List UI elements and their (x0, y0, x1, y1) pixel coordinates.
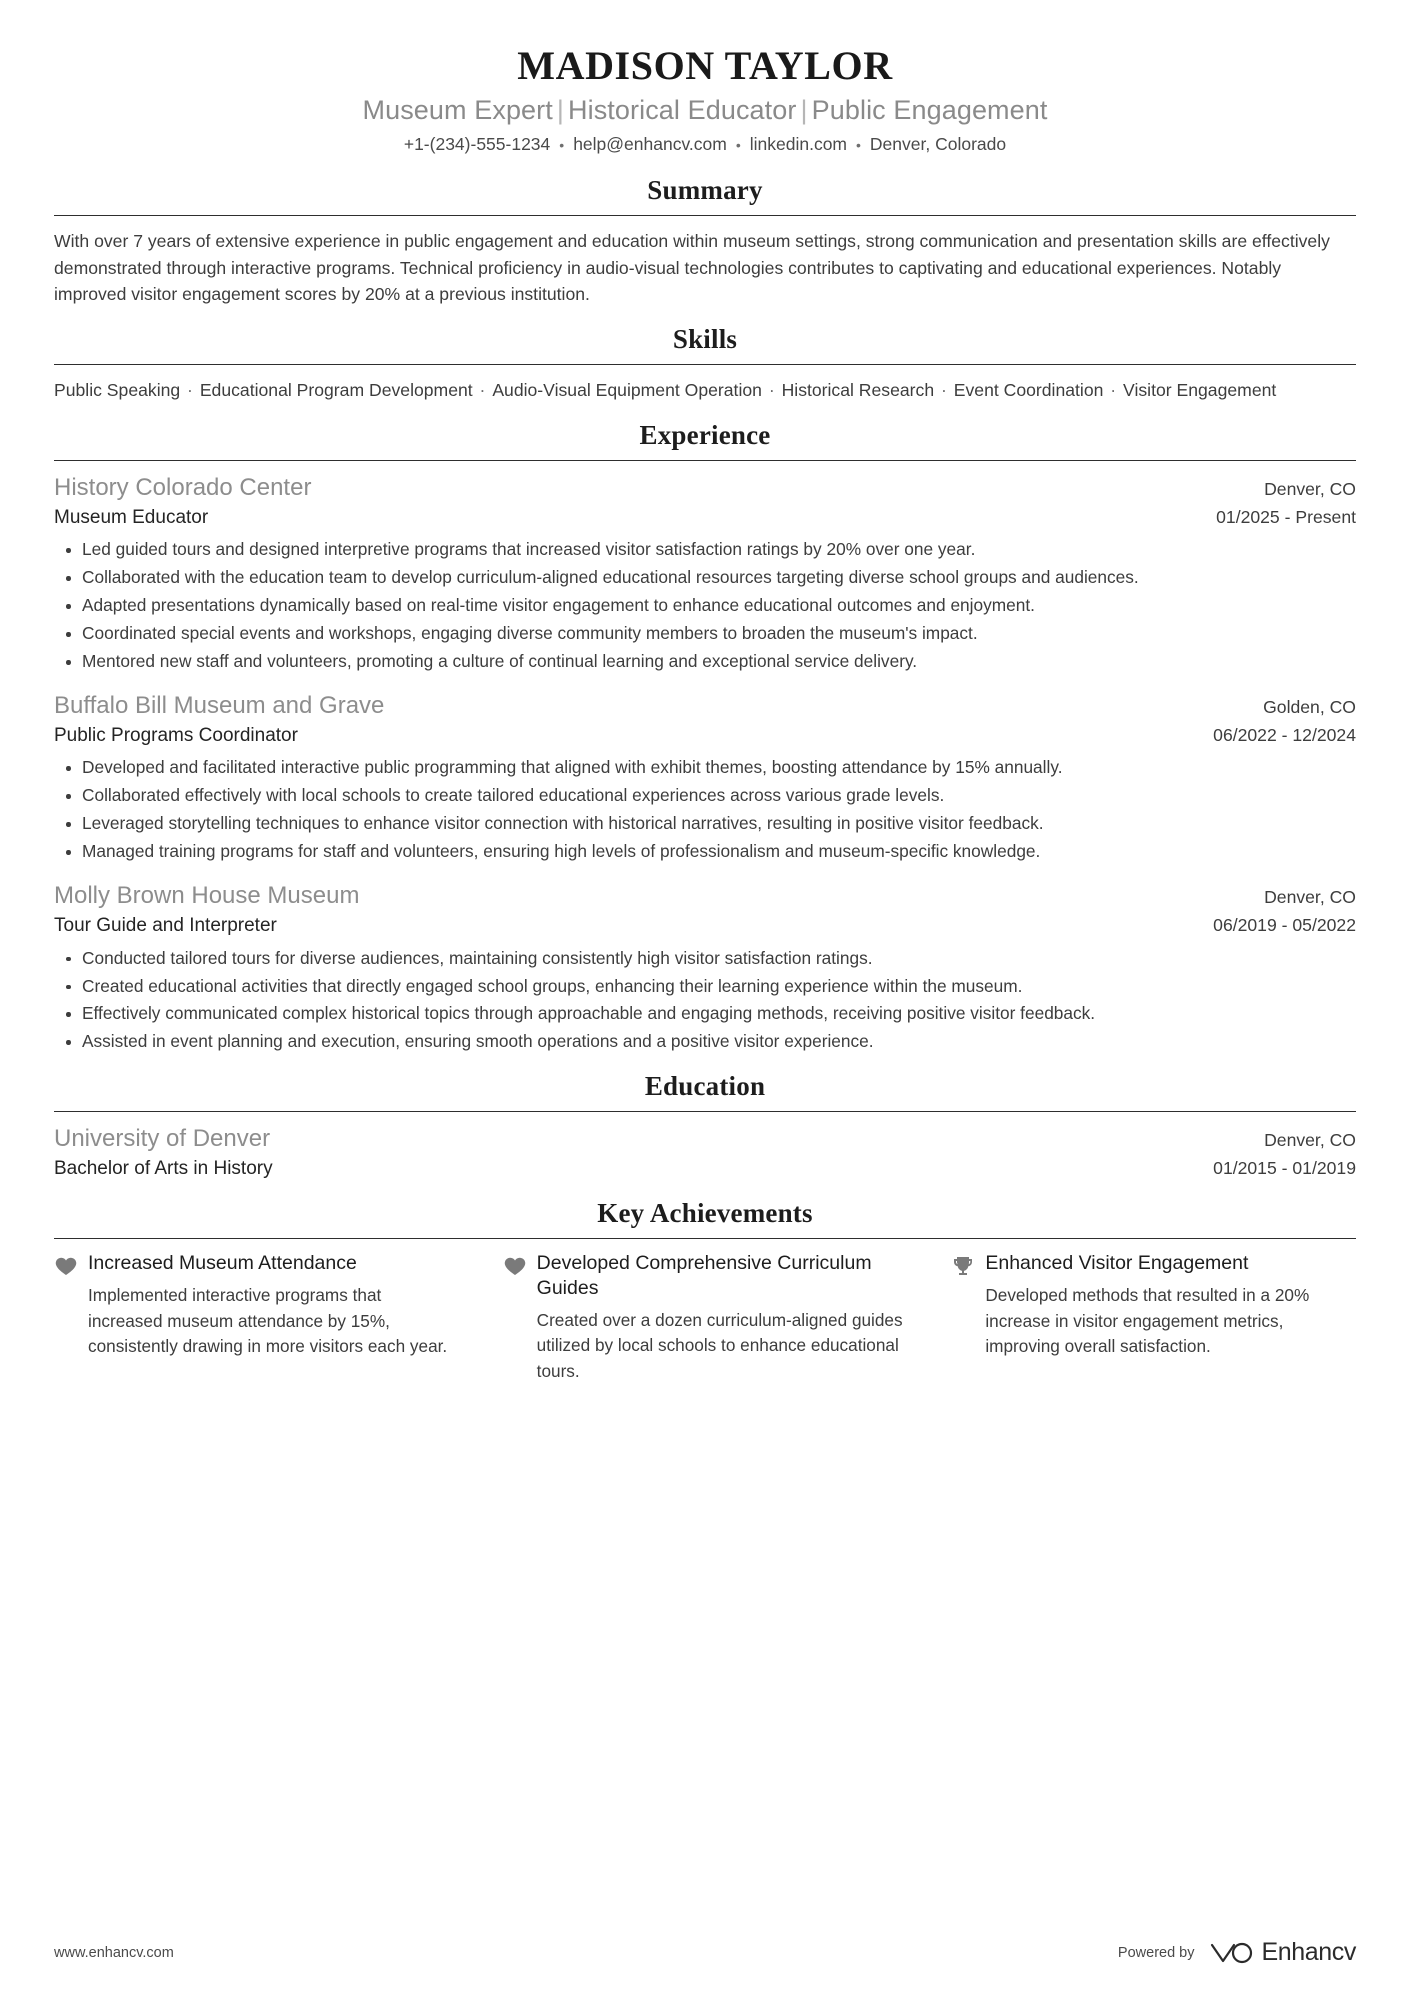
contact-separator-icon: • (735, 137, 741, 154)
entry-role-row (54, 504, 1356, 531)
entry-role: Bachelor of Arts in History (54, 1158, 273, 1180)
achievement-description: Developed methods that resulted in a 20% increase in visitor engagement metrics, improving overall satisfaction. (985, 1284, 1310, 1357)
section-title-skills: Skills (672, 324, 738, 355)
footer-branding (1118, 1938, 1356, 1967)
entry-bullet: Created educational activities that directly engaged school groups, enhancing their learning experience within the museum. (80, 974, 1356, 1000)
entry-location: Golden, CO (1263, 697, 1356, 718)
skill-separator: · (763, 380, 780, 401)
heart-icon (503, 1254, 527, 1278)
skill-separator: · (182, 380, 198, 401)
section-skills (54, 324, 1356, 404)
section-divider (54, 460, 1356, 461)
skill-item: Event Coordination (953, 380, 1104, 401)
achievement-title: Enhanced Visitor Engagement (985, 1251, 1249, 1274)
section-divider (54, 215, 1356, 216)
summary-text: With over 7 years of extensive experience in public engagement and education within museum settings, strong communication and presentation skills are effectively demonstrated through interactive programs. Technical proficiency in audio-visual technologies contributes to captivating and educational experiences. Notably improved visitor engagement scores by 20% at a previous institution. (54, 231, 1330, 305)
section-divider (54, 1111, 1356, 1112)
page-footer (54, 1938, 1356, 1967)
section-summary (54, 175, 1356, 308)
heart-icon (54, 1254, 78, 1278)
entry-location: Denver, CO (1264, 887, 1356, 908)
entry-org-row (54, 881, 1356, 912)
entry-org-row (54, 473, 1356, 504)
achievement-title: Increased Museum Attendance (88, 1251, 357, 1274)
contact-line (54, 134, 1356, 155)
achievement-card (503, 1251, 908, 1385)
skill-item: Educational Program Development (199, 380, 473, 401)
entry-location: Denver, CO (1264, 1130, 1356, 1151)
experience-entries (54, 473, 1356, 1055)
entry-organization: History Colorado Center (54, 473, 312, 501)
achievement-cards (54, 1251, 1356, 1385)
entry-bullet: Managed training programs for staff and volunteers, ensuring high levels of professionalism and museum-specific knowledge. (80, 839, 1356, 865)
contact-linkedin[interactable]: linkedin.com (749, 134, 848, 154)
skill-separator: · (936, 380, 952, 401)
entry-bullet: Adapted presentations dynamically based on real-time visitor engagement to enhance educational outcomes and enjoyment. (80, 593, 1356, 619)
page-title: MADISON TAYLOR (517, 43, 893, 88)
enhancv-mark-icon (1209, 1940, 1255, 1966)
entry-bullet: Conducted tailored tours for diverse audiences, maintaining consistently high visitor satisfaction ratings. (80, 946, 1356, 972)
skill-separator: · (474, 380, 491, 401)
section-divider (54, 1238, 1356, 1239)
section-divider (54, 364, 1356, 365)
resume-entry (54, 881, 1356, 1055)
entry-dates: 01/2015 - 01/2019 (1213, 1158, 1356, 1179)
section-title-summary: Summary (647, 175, 763, 205)
entry-role-row (54, 722, 1356, 749)
entry-bullet: Leveraged storytelling techniques to enhance visitor connection with historical narratives, resulting in positive visitor feedback. (80, 811, 1356, 837)
achievement-header (951, 1251, 1356, 1276)
entry-organization: Molly Brown House Museum (54, 882, 360, 910)
entry-role: Museum Educator (54, 506, 209, 528)
achievement-description: Created over a dozen curriculum-aligned guides utilized by local schools to enhance educational tours. (536, 1309, 903, 1382)
entry-bullet: Collaborated with the education team to develop curriculum-aligned educational resources targeting diverse school groups and audiences. (80, 565, 1356, 591)
achievement-card (951, 1251, 1356, 1385)
resume-header (54, 42, 1356, 155)
contact-separator-icon: • (559, 137, 565, 154)
section-title-key-achievements: Key Achievements (597, 1197, 813, 1228)
headline-part-1: Museum Expert (362, 95, 553, 125)
entry-org-row (54, 691, 1356, 722)
section-experience (54, 420, 1356, 1055)
skill-item: Visitor Engagement (1123, 380, 1277, 401)
achievement-header (503, 1251, 908, 1301)
trophy-icon (951, 1254, 975, 1278)
headline-separator: | (556, 95, 564, 125)
achievement-title: Developed Comprehensive Curriculum Guides (536, 1251, 872, 1299)
contact-phone: +1-(234)-555-1234 (403, 134, 551, 154)
entry-role-row (54, 1155, 1356, 1182)
entry-bullet: Assisted in event planning and execution, ensuring smooth operations and a positive visitor experience. (80, 1029, 1356, 1055)
skills-list (54, 377, 1356, 404)
contact-separator-icon: • (856, 137, 861, 154)
enhancv-logo (1209, 1938, 1357, 1967)
entry-bullet: Effectively communicated complex historical topics through approachable and engaging methods, receiving positive visitor feedback. (80, 1001, 1356, 1027)
entry-dates: 06/2022 - 12/2024 (1213, 724, 1356, 745)
professional-headline (54, 95, 1356, 126)
enhancv-wordmark: Enhancv (1261, 1938, 1356, 1966)
entry-bullet-list (54, 537, 1356, 675)
entry-dates: 06/2019 - 05/2022 (1213, 914, 1356, 935)
entry-organization: Buffalo Bill Museum and Grave (54, 692, 385, 720)
headline-separator: | (800, 95, 808, 125)
headline-part-2: Historical Educator (568, 95, 797, 125)
entry-bullet: Led guided tours and designed interpretive programs that increased visitor satisfaction ratings by 20% over one year. (80, 537, 1356, 563)
section-education (54, 1071, 1356, 1181)
entry-role: Public Programs Coordinator (54, 724, 298, 746)
resume-entry (54, 1124, 1356, 1181)
skill-separator: · (1105, 380, 1122, 401)
skill-item: Public Speaking (54, 380, 181, 401)
entry-dates: 01/2025 - Present (1216, 506, 1356, 527)
contact-location: Denver, Colorado (869, 134, 1007, 154)
section-title-experience: Experience (639, 419, 771, 450)
skill-item: Audio-Visual Equipment Operation (492, 380, 762, 401)
entry-bullet: Mentored new staff and volunteers, promoting a culture of continual learning and exceptional service delivery. (80, 649, 1356, 675)
skill-item: Historical Research (781, 380, 935, 401)
section-title-education: Education (644, 1071, 766, 1102)
resume-entry (54, 473, 1356, 675)
contact-email[interactable]: help@enhancv.com (573, 134, 727, 154)
entry-organization: University of Denver (54, 1125, 271, 1153)
entry-bullet: Coordinated special events and workshops, engaging diverse community members to broaden the museum's impact. (80, 621, 1356, 647)
education-entries (54, 1124, 1356, 1181)
entry-bullet-list (54, 755, 1356, 865)
section-key-achievements (54, 1198, 1356, 1385)
entry-bullet-list (54, 946, 1356, 1056)
resume-entry (54, 691, 1356, 865)
headline-part-3: Public Engagement (811, 95, 1048, 125)
achievement-description: Implemented interactive programs that increased museum attendance by 15%, consistently drawing in more visitors each year. (88, 1284, 448, 1357)
achievement-header (54, 1251, 459, 1276)
entry-bullet: Developed and facilitated interactive public programming that aligned with exhibit themes, boosting attendance by 15% annually. (80, 755, 1356, 781)
entry-location: Denver, CO (1264, 478, 1356, 499)
entry-bullet: Collaborated effectively with local schools to create tailored educational experiences across various grade levels. (80, 783, 1356, 809)
achievement-card (54, 1251, 459, 1385)
entry-role: Tour Guide and Interpreter (54, 914, 277, 936)
entry-org-row (54, 1124, 1356, 1155)
footer-website-link[interactable]: www.enhancv.com (54, 1944, 174, 1961)
powered-by-label: Powered by (1117, 1944, 1195, 1961)
entry-role-row (54, 912, 1356, 939)
